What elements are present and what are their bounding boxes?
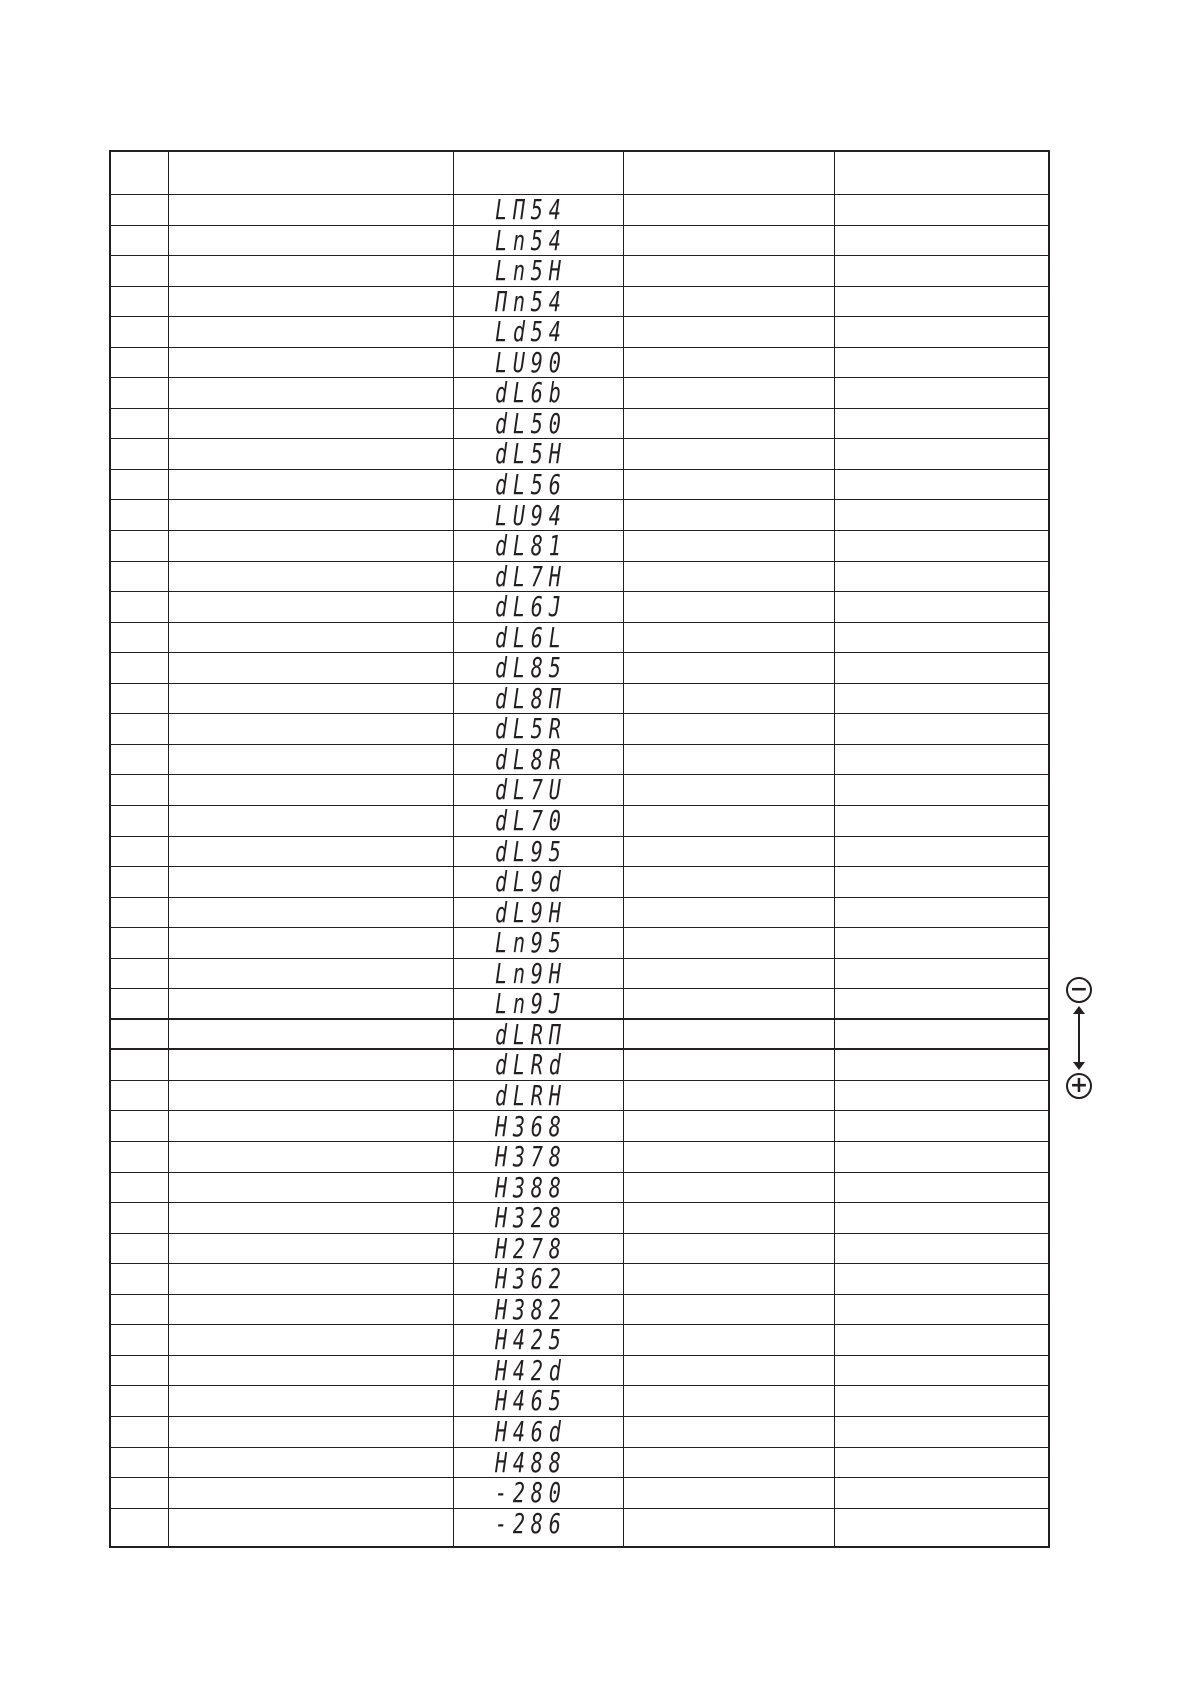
column-divider-4: [834, 152, 835, 1546]
plus-circle-icon: [1066, 1073, 1092, 1099]
segment-code: dL6L: [495, 620, 567, 654]
table-row: [111, 223, 1048, 257]
table-row: [111, 1417, 1048, 1448]
table-row: [111, 467, 1048, 501]
segment-code: LΠ54: [495, 193, 567, 226]
table-row: [111, 378, 1048, 409]
segment-code: dLRΠ: [495, 1017, 567, 1051]
table-row: [111, 681, 1048, 715]
segment-code: dL7H: [495, 559, 567, 593]
segment-code: H328: [495, 1201, 567, 1235]
segment-code: dL8R: [495, 742, 567, 776]
table-row: [111, 1478, 1048, 1509]
segment-code: H425: [495, 1323, 567, 1357]
table-row: [111, 195, 1048, 226]
column-divider-2: [453, 152, 454, 1546]
segment-code: dL9H: [495, 895, 567, 929]
table-row: [111, 439, 1048, 470]
segment-code: dL5H: [495, 437, 567, 471]
table-row: [111, 1142, 1048, 1173]
table-row: [111, 895, 1048, 929]
table-row: [111, 317, 1048, 348]
segment-code: H42d: [495, 1353, 567, 1387]
column-divider-1: [168, 152, 169, 1546]
table-row: [111, 1325, 1048, 1356]
table-row: [111, 1506, 1048, 1540]
segment-code: dL5R: [495, 712, 567, 746]
table-row: [111, 956, 1048, 990]
arrow-down-icon: [1073, 1062, 1085, 1070]
segment-code: H368: [495, 1109, 567, 1143]
arrow-shaft: [1078, 1012, 1080, 1064]
segment-code: LU90: [495, 345, 567, 379]
segment-code: H278: [495, 1231, 567, 1265]
segment-code: dL50: [495, 406, 567, 440]
segment-code: dL6J: [495, 590, 567, 624]
table-row: [111, 653, 1048, 684]
table-row: [111, 1109, 1048, 1143]
column-divider-3: [623, 152, 624, 1546]
segment-code: Ld54: [495, 315, 567, 349]
segment-code: dLRd: [495, 1048, 567, 1082]
minus-symbol: −: [1069, 977, 1089, 1002]
segment-code: H362: [495, 1262, 567, 1296]
segment-code: Πn54: [495, 284, 567, 318]
segment-code: H378: [495, 1140, 567, 1174]
table-row: [111, 620, 1048, 654]
segment-code: H46d: [495, 1415, 567, 1448]
code-table: [109, 150, 1050, 1548]
table-row: [111, 1203, 1048, 1234]
table-row: [111, 406, 1048, 440]
segment-code: H382: [495, 1292, 567, 1326]
table-row: [111, 1445, 1048, 1479]
segment-code: Ln95: [495, 926, 567, 960]
table-row: [111, 1078, 1048, 1112]
segment-code: dL8Π: [495, 681, 567, 715]
segment-code: Ln54: [495, 223, 567, 257]
segment-code: Ln5H: [495, 254, 567, 288]
table-row: [111, 714, 1048, 745]
table-row: [111, 559, 1048, 593]
segment-code: H388: [495, 1170, 567, 1204]
minus-plus-indicator: [1066, 977, 1096, 1099]
segment-code: dLRH: [495, 1078, 567, 1112]
segment-code: dL6b: [495, 376, 567, 410]
table-header-row: [111, 152, 1048, 195]
table-row: [111, 1292, 1048, 1326]
segment-code: dL9d: [495, 865, 567, 899]
segment-code: H488: [495, 1445, 567, 1479]
segment-code: dL70: [495, 804, 567, 837]
table-row: [111, 867, 1048, 898]
segment-code: -286: [495, 1506, 567, 1540]
segment-code: Ln9J: [495, 987, 567, 1021]
segment-code: dL81: [495, 529, 567, 563]
segment-code: Ln9H: [495, 956, 567, 990]
table-row: [111, 1017, 1048, 1051]
table-row: [111, 1353, 1048, 1387]
table-row: [111, 775, 1048, 806]
table-row: [111, 498, 1048, 532]
segment-code: dL56: [495, 467, 567, 501]
segment-code: dL85: [495, 651, 567, 685]
table-row: [111, 592, 1048, 623]
table-row: [111, 1170, 1048, 1204]
segment-code: dL7U: [495, 773, 567, 807]
table-row: [111, 256, 1048, 287]
plus-symbol: +: [1069, 1073, 1089, 1098]
table-row: [111, 928, 1048, 959]
table-row: [111, 1264, 1048, 1295]
segment-code: -280: [495, 1476, 567, 1510]
segment-code: H465: [495, 1384, 567, 1418]
table-row: [111, 989, 1048, 1020]
segment-code: LU94: [495, 498, 567, 532]
table-row: [111, 531, 1048, 562]
table-row: [111, 284, 1048, 318]
table-row: [111, 742, 1048, 776]
table-row: [111, 345, 1048, 379]
table-row: [111, 1386, 1048, 1417]
table-row: [111, 1231, 1048, 1265]
table-row: [111, 1050, 1048, 1081]
minus-circle-icon: [1066, 977, 1092, 1003]
table-row: [111, 806, 1048, 837]
segment-code: dL95: [495, 834, 567, 868]
table-row: [111, 834, 1048, 868]
